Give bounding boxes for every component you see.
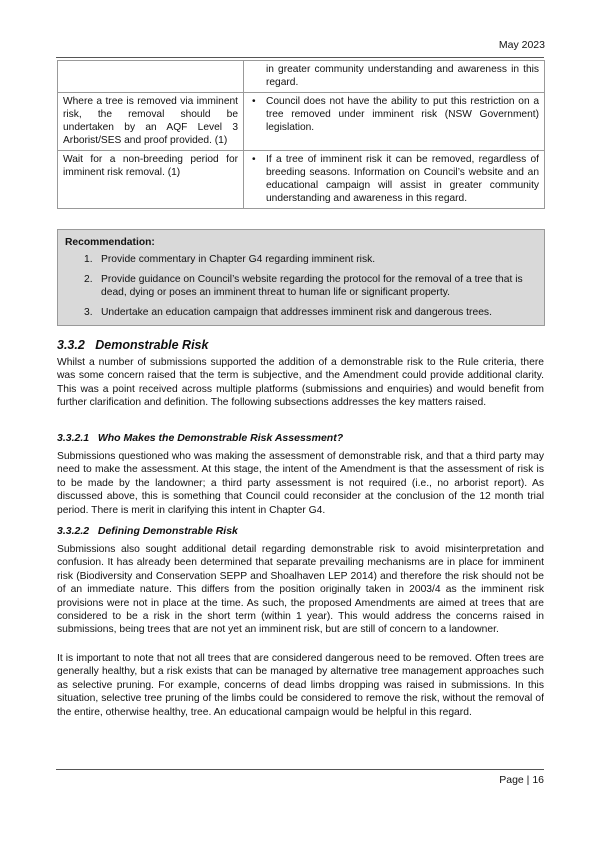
table-cell-right	[244, 61, 545, 93]
list-text: Undertake an education campaign that addresses imminent risk and dangerous trees.	[101, 306, 492, 318]
subsection-heading-2: 3.3.2.2 Defining Demonstrable Risk	[57, 525, 238, 537]
list-item	[65, 273, 534, 300]
subsection-heading-1: 3.3.2.1 Who Makes the Demonstrable Risk Assessment?	[57, 432, 344, 444]
subsection-1-text: Submissions questioned who was making the assessment of demonstrable risk, and that a third party may need to make the assessment. At this stage, the intent of the Amendment is that the assessment of risk is to be made by the landowner; a third party assessment is not required (i.e., no arborist report). As discussed above, this is something that Council could reconsider at the conclusion of the 12 month trial period. There is merit in clarifying this intent in Chapter G4.	[57, 451, 544, 516]
table-cell-left: Where a tree is removed via imminent risk, the removal should be undertaken by an AQF Level 3 Arborist/SES and proof provided. (1)	[58, 93, 244, 151]
bullet-icon: •	[252, 154, 256, 166]
subsection-2-text-2: It is important to note that not all trees that are considered dangerous need to be removed. Often trees are generally healthy, but a risk exists that can be managed by alternative tree management approaches such as selective pruning. For example, concerns of dead limbs dropping was raised in submissions. In this situation, selective tree pruning of the limbs could be considered to remove the risk, without the removal of the entire, otherwise healthy, tree. An educational campaign would be helpful in this regard.	[57, 653, 544, 718]
footer-rule	[56, 769, 544, 770]
table-row	[58, 93, 545, 151]
table-cell-left	[58, 61, 244, 93]
subsection-2-text-1: Submissions also sought additional detail regarding demonstrable risk to avoid misinterpretation and confusion. It has already been determined that separate prevailing mechanisms are in place for imminent risk (Biodiversity and Conservation SEPP and Shoalhaven LEP 2014) and therefore the risk should not be of an immediate nature. This differs from the position originally taken in 2003/4 as the imminent risk provisions were not in place at the time. As such, the proposed Amendments are aimed at trees that are considered to be a risk in the short term (within 1 year). This would address the concerns raised in submissions, being trees that are not yet an imminent risk, but are still of concern to a landowner.	[57, 544, 544, 636]
cell-text: in greater community understanding and awareness in this regard.	[266, 64, 539, 89]
list-number: 1.	[84, 254, 93, 266]
section-intro: Whilst a number of submissions supported the addition of a demonstrable risk to the Rule criteria, there was some concern raised that the term is subjective, and the Amendment could provide additional clarity. This was a point received across multiple platforms (submissions and enquiries) and would benefit from further clarification and definition. The following subsections addresses the key matters raised.	[57, 357, 544, 409]
cell-text: Council does not have the ability to put this restriction on a tree removed under imminent risk (NSW Government) legislation.	[266, 96, 539, 134]
recommendation-box	[57, 229, 545, 326]
list-text: Provide commentary in Chapter G4 regarding imminent risk.	[101, 254, 376, 266]
section-heading: 3.3.2 Demonstrable Risk	[57, 338, 209, 352]
table-row	[58, 151, 545, 209]
submissions-table	[57, 60, 545, 209]
header-date: May 2023	[498, 39, 545, 51]
table-cell-right	[244, 151, 545, 209]
page-number: Page | 16	[499, 774, 544, 786]
recommendation-title: Recommendation:	[65, 237, 155, 248]
list-item	[65, 253, 534, 266]
table-cell-left: Wait for a non-breeding period for imminent risk removal. (1)	[58, 151, 244, 209]
recommendation-list	[65, 253, 534, 319]
cell-text: If a tree of imminent risk it can be removed, regardless of breeding seasons. Information on Council’s website and an educational campaign will assist in greater community understanding and awareness in this regard.	[266, 154, 539, 205]
list-item	[65, 306, 534, 319]
bullet-icon: •	[252, 96, 256, 108]
list-number: 2.	[84, 273, 93, 285]
list-text: Provide guidance on Council’s website regarding the protocol for the removal of a tree that is dead, dying or poses an imminent threat to human life or significant property.	[101, 273, 523, 299]
list-number: 3.	[84, 306, 93, 318]
table-cell-right	[244, 93, 545, 151]
header-rule	[56, 57, 544, 58]
table-row	[58, 61, 545, 93]
